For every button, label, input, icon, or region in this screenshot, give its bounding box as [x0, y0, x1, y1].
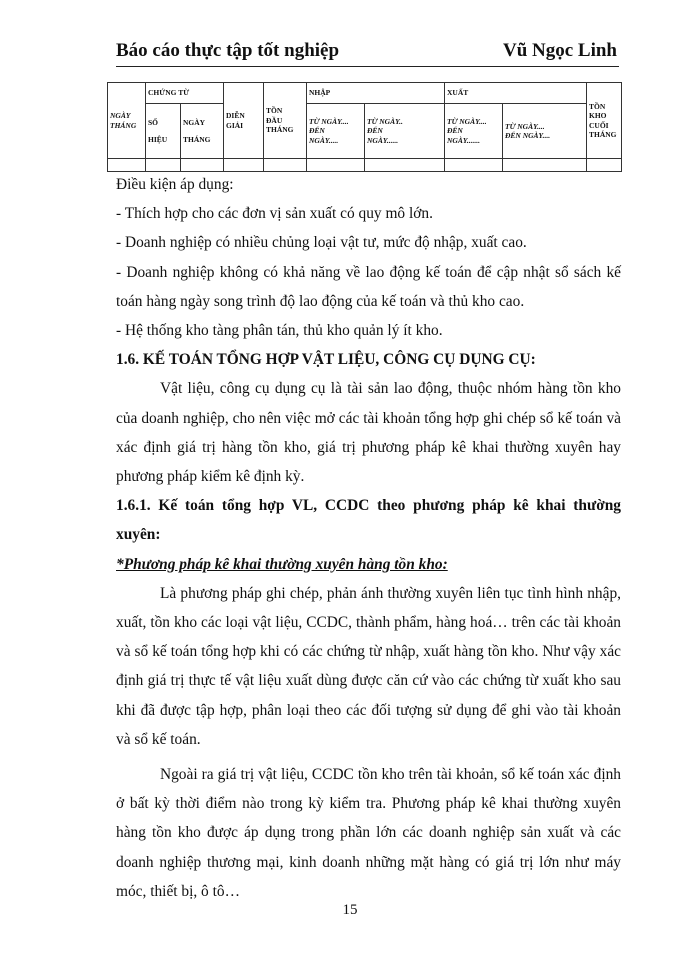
method-heading: *Phương pháp kê khai thường xuyên hàng tồn kho: — [116, 555, 448, 573]
col-chung-tu: CHỨNG TỪ — [146, 83, 224, 104]
section-heading-1-6: 1.6. KẾ TOÁN TỔNG HỢP VẬT LIỆU, CÔNG CỤ DỤNG CỤ: — [116, 351, 536, 369]
condition-item: - Thích hợp cho các đơn vị sản xuất có quy mô lớn. — [116, 205, 433, 223]
col-xuat-range-2: TỪ NGÀY.... ĐẾN NGÀY.... — [503, 104, 587, 159]
conditions-label: Điều kiện áp dụng: — [116, 176, 234, 193]
condition-item: - Doanh nghiệp có nhiều chủng loại vật tư, mức độ nhập, xuất cao. — [116, 234, 527, 252]
col-nhap: NHẬP — [307, 83, 445, 104]
paragraph: Là phương pháp ghi chép, phản ánh thường xuyên liên tục tình hình nhập, xuất, tồn kho các loại vật liệu, CCDC, thành phẩm, hàng hoá… trên các tài khoản và sổ kế toán tổng hợp khi có các chứng từ nhập, xuất hàng tồn kho. Như vậy xác định giá trị thực tế vật liệu xuất dùng được căn cứ vào các chứng từ xuất kho sau khi đã được tập hợp, phân loại theo các đối tượng sử dụng để ghi vào tài khoản và sổ kế toán. — [116, 584, 621, 748]
col-xuat-range-1: TỪ NGÀY.... ĐẾN NGÀY....... — [445, 104, 503, 159]
col-ngay-thang: NGÀY THÁNG — [108, 83, 146, 159]
header-report-title: Báo cáo thực tập tốt nghiệp — [116, 40, 340, 61]
paragraph: Vật liệu, công cụ dụng cụ là tài sản lao động, thuộc nhóm hàng tồn kho của doanh nghiệp, cho nên việc mở các tài khoản tổng hợp ghi chép sổ kế toán và xác định giá trị hàng tồn kho, giá trị phương pháp kê khai thường xuyên hay phương pháp kiểm kê định kỳ. — [116, 380, 621, 486]
col-nhap-range-2: TỪ NGÀY.. ĐẾN NGÀY...... — [365, 104, 445, 159]
col-ton-cuoi: TỒN KHO CUỐI THÁNG — [587, 83, 622, 159]
col-xuat: XUẤT — [445, 83, 587, 104]
header-author: Vũ Ngọc Linh — [502, 40, 617, 61]
page-header — [116, 38, 619, 67]
condition-item: - Hệ thống kho tàng phân tán, thủ kho quản lý ít kho. — [116, 322, 443, 340]
paragraph: Ngoài ra giá trị vật liệu, CCDC tồn kho trên tài khoản, sổ kế toán xác định ở bất kỳ thời điểm nào trong kỳ kiểm tra. Phương pháp kê khai thường xuyên hàng tồn kho được áp dụng trong phần lớn các doanh nghiệp sản xuất và các doanh nghiệp thương mại, kinh doanh những mặt hàng có giá trị lớn như máy móc, thiết bị, ô tô… — [116, 766, 621, 900]
stock-ledger-table — [107, 82, 622, 172]
section-heading-1-6-1: 1.6.1. Kế toán tổng hợp VL, CCDC theo phương pháp kê khai thường xuyên: — [116, 497, 621, 544]
col-ngay-thang-sub: NGÀY THÁNG — [181, 104, 224, 159]
col-ton-dau: TỒN ĐẦU THÁNG — [264, 83, 307, 159]
col-nhap-range-1: TỪ NGÀY.... ĐẾN NGÀY..... — [307, 104, 365, 159]
col-dien-giai: DIỄN GIẢI — [224, 83, 264, 159]
condition-item: - Doanh nghiệp không có khả năng về lao động kế toán để cập nhật sổ sách kế toán hàng ngày song trình độ lao động của kế toán và thủ kho cao. — [116, 263, 621, 310]
col-so-hieu: SỐ HIỆU — [146, 104, 181, 159]
body-text — [116, 170, 621, 906]
page-number: 15 — [342, 902, 358, 918]
